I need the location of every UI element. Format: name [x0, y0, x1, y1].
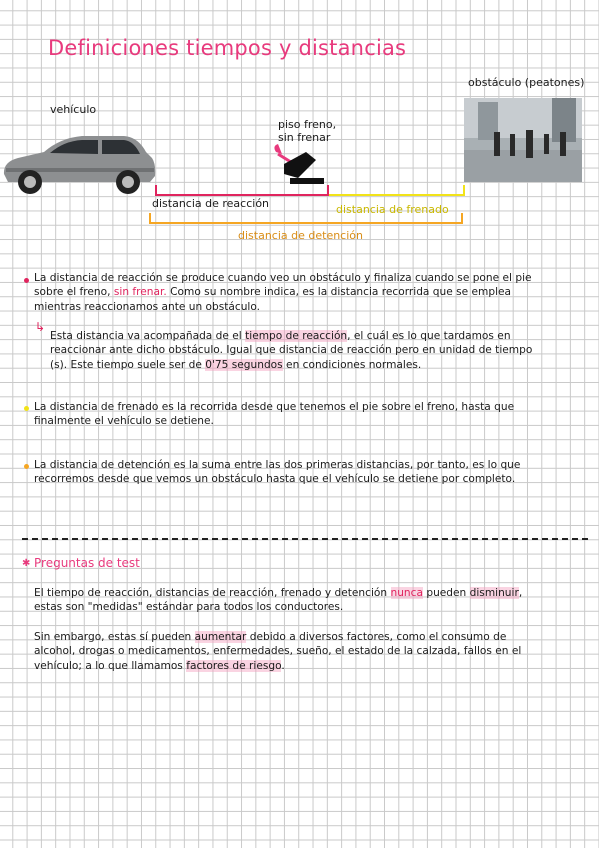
asterisk-icon: ✱ — [22, 558, 31, 569]
q1-text-e: , estas son "medidas" estándar para todos los conductores. — [34, 587, 523, 614]
q1-text-c: pueden — [426, 587, 467, 599]
p1-text-c: Como su nombre indica, es la distancia recorrida que se emplea mientras reaccionamos ante un obstáculo. — [34, 286, 512, 313]
seconds-highlight: 0'75 segundos — [205, 358, 283, 371]
risk-factors-highlight: factores de riesgo — [186, 659, 282, 672]
reaction-distance-label: distancia de reacción — [152, 197, 270, 210]
p1-text-a: La distancia de reacción se produce cuando veo un obstáculo y finaliza cuando se pone el pie sobre el freno, — [34, 272, 532, 299]
nunca-highlight: nunca — [390, 587, 423, 599]
obstacle-label: obstáculo (peatones) — [468, 76, 585, 89]
q2-text-c: debido a diversos factores, como el consumo de alcohol, drogas o medicamentos, enfermedades, sueño, el estado de la calzada, fallos en el vehículo; a lo que llamamos — [34, 631, 522, 672]
p1sub-text-a: Esta distancia va acompañada de el — [50, 330, 242, 342]
car-illustration — [0, 128, 158, 200]
bullet-reaction — [24, 278, 29, 283]
bullet-braking — [24, 406, 29, 411]
pedal-label: piso freno, sin frenar — [278, 118, 337, 144]
paragraph-braking-distance: La distancia de frenado es la recorrida desde que tenemos el pie sobre el freno, hasta que finalmente el vehículo se detiene. — [34, 401, 515, 428]
p1sub-text-e: en condiciones normales. — [286, 358, 422, 371]
reaction-bar-start — [155, 185, 157, 195]
test-heading: Preguntas de test — [34, 556, 140, 570]
pedestrians-photo — [464, 98, 582, 182]
test-question-1 — [34, 586, 548, 615]
braking-distance-label: distancia de frenado — [336, 203, 449, 216]
vehicle-label: vehículo — [50, 103, 97, 116]
paragraph-stopping-distance: La distancia de detención es la suma entre las dos primeras distancias, por tanto, es lo que recorremos desde que vemos un obstáculo hasta que el vehículo se detiene por completo. — [34, 459, 521, 486]
arrow-icon: ↳ — [35, 320, 46, 334]
test-question-2 — [34, 630, 548, 673]
reaction-distance-bar — [155, 194, 329, 196]
paragraph-reaction-distance — [34, 271, 542, 314]
q1-text-a: El tiempo de reacción, distancias de reacción, frenado y detención — [34, 587, 388, 599]
p1sub-text-c: , el cuál es lo que tardamos en reaccionar ante dicho obstáculo. Igual que distancia de reacción pero en unidad de tiempo (s). Este tiempo suele ser de — [50, 330, 533, 371]
reaction-time-highlight: tiempo de reacción — [245, 330, 348, 342]
dashed-divider — [22, 538, 588, 540]
q2-text-e: . — [281, 659, 285, 672]
bullet-stopping — [24, 464, 29, 469]
stopping-bar-start — [149, 213, 151, 223]
p1-sin-frenar: sin frenar. — [113, 286, 167, 299]
braking-distance-bar — [329, 194, 465, 196]
stopping-distance-label: distancia de detención — [238, 229, 363, 242]
q2-text-a: Sin embargo, estas sí pueden — [34, 631, 192, 643]
disminuir-highlight: disminuir — [469, 587, 519, 599]
paragraph-reaction-time — [50, 329, 542, 372]
page-title: Definiciones tiempos y distancias — [48, 36, 407, 60]
stopping-bar-end — [461, 213, 463, 223]
brake-pedal-icon — [272, 144, 330, 188]
braking-bar-end — [463, 185, 465, 195]
stopping-distance-bar — [149, 222, 463, 224]
aumentar-highlight: aumentar — [194, 631, 247, 643]
